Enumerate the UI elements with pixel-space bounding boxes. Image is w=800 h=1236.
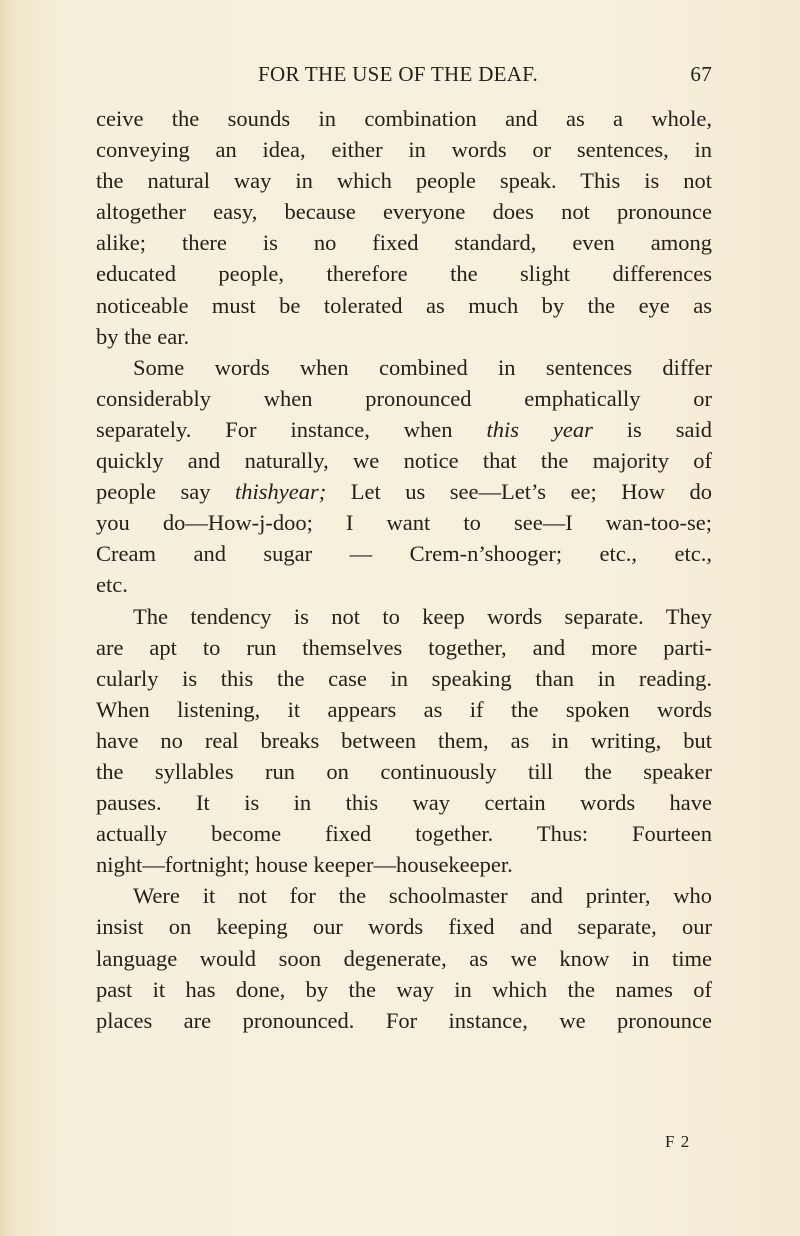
text-line: alike; there is no fixed standard, even among [96, 230, 712, 256]
text-line: language would soon degenerate, as we know in time [96, 945, 712, 971]
text-line: past it has done, by the way in which the names of [96, 976, 712, 1002]
text-line: etc. [96, 572, 128, 598]
text-line: night—fortnight; house keeper—housekeeper. [96, 852, 513, 878]
text-line: cularly is this the case in speaking than in reading. [96, 665, 712, 691]
text-line: the natural way in which people speak. This is not [96, 168, 712, 194]
text-line: quickly and naturally, we notice that the majority of [96, 448, 712, 474]
text-line: the syllables run on continuously till the speaker [96, 758, 712, 784]
text-line: pauses. It is in this way certain words have [96, 790, 712, 816]
text-line: Some words when combined in sentences differ [133, 354, 712, 380]
text-segment: people say [96, 479, 235, 505]
signature-mark: F 2 [665, 1132, 691, 1151]
text-line: noticeable must be tolerated as much by the eye as [96, 292, 712, 318]
text-line: Cream and sugar — Crem-n’shooger; etc., etc., [96, 541, 712, 567]
text-line: actually become fixed together. Thus: Fourteen [96, 821, 712, 847]
text-line [96, 414, 712, 445]
running-title: FOR THE USE OF THE DEAF. [258, 62, 539, 86]
text-line: have no real breaks between them, as in writing, but [96, 727, 712, 753]
text-line: altogether easy, because everyone does not pronounce [96, 199, 712, 225]
text-line: When listening, it appears as if the spoken words [96, 696, 712, 722]
text-line: insist on keeping our words fixed and separate, our [96, 914, 712, 940]
italic-text: this year [486, 416, 593, 442]
text-line: considerably when pronounced emphatically or [96, 385, 712, 411]
text-segment: Let us see—Let’s ee; How do [326, 479, 712, 505]
running-head [258, 62, 712, 92]
page-gutter-shadow [0, 0, 14, 1236]
text-line: are apt to run themselves together, and more parti- [96, 634, 712, 660]
italic-text: thishyear; [235, 479, 327, 505]
text-segment: separately. For instance, when [96, 416, 487, 442]
text-line: The tendency is not to keep words separate. They [133, 603, 712, 629]
text-line [96, 476, 712, 507]
text-line: you do—How-j-doo; I want to see—I wan-too-se; [96, 510, 712, 536]
text-line: ceive the sounds in combination and as a whole, [96, 106, 712, 131]
text-segment: is said [592, 416, 712, 442]
body-text [96, 103, 712, 1036]
text-line: educated people, therefore the slight differences [96, 261, 712, 287]
text-line: conveying an idea, either in words or sentences, in [96, 137, 712, 163]
text-line: Were it not for the schoolmaster and printer, who [133, 883, 712, 909]
page-number: 67 [690, 62, 712, 86]
text-line: by the ear. [96, 323, 190, 349]
text-line: places are pronounced. For instance, we pronounce [96, 1007, 712, 1033]
